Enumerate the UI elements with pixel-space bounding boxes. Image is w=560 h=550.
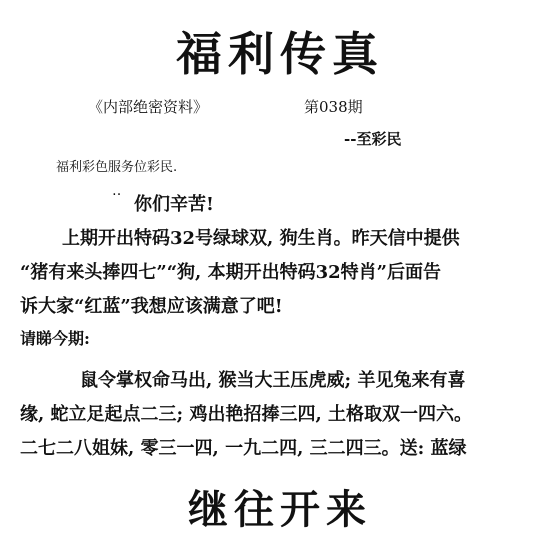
body-line-1: 上期开出特码32号绿球双, 狗生肖。昨天信中提供: [62, 228, 460, 249]
greeting-line: 福利彩色服务位彩民.: [56, 160, 178, 175]
document-title: 福利传真: [176, 27, 384, 81]
body-line-7: 二七二八姐妹, 零三一四, 一九二四, 三二四三。送: 蓝绿: [20, 438, 467, 459]
footer-title: 继往开来: [188, 486, 372, 533]
body-line-6: 缘, 蛇立足起点二三; 鸡出艳招捧三四, 土格取双一四六。: [20, 404, 472, 425]
source-label: 《内部绝密资料》: [88, 98, 209, 116]
issue-number: 第038期: [304, 98, 363, 116]
salutation-line: 你们辛苦!: [134, 194, 214, 215]
body-line-4: 请睇今期:: [20, 329, 90, 348]
body-line-3: 诉大家“红蓝”我想应该满意了吧!: [20, 296, 283, 317]
signature-line: --至彩民: [344, 130, 402, 148]
body-line-5: 鼠令掌权命马出, 猴当大王压虎威; 羊见兔来有喜: [80, 370, 466, 391]
dots-mark: ‥: [112, 183, 122, 199]
body-line-2: “猪有来头捧四七”“狗, 本期开出特码32特肖”后面告: [20, 262, 441, 283]
